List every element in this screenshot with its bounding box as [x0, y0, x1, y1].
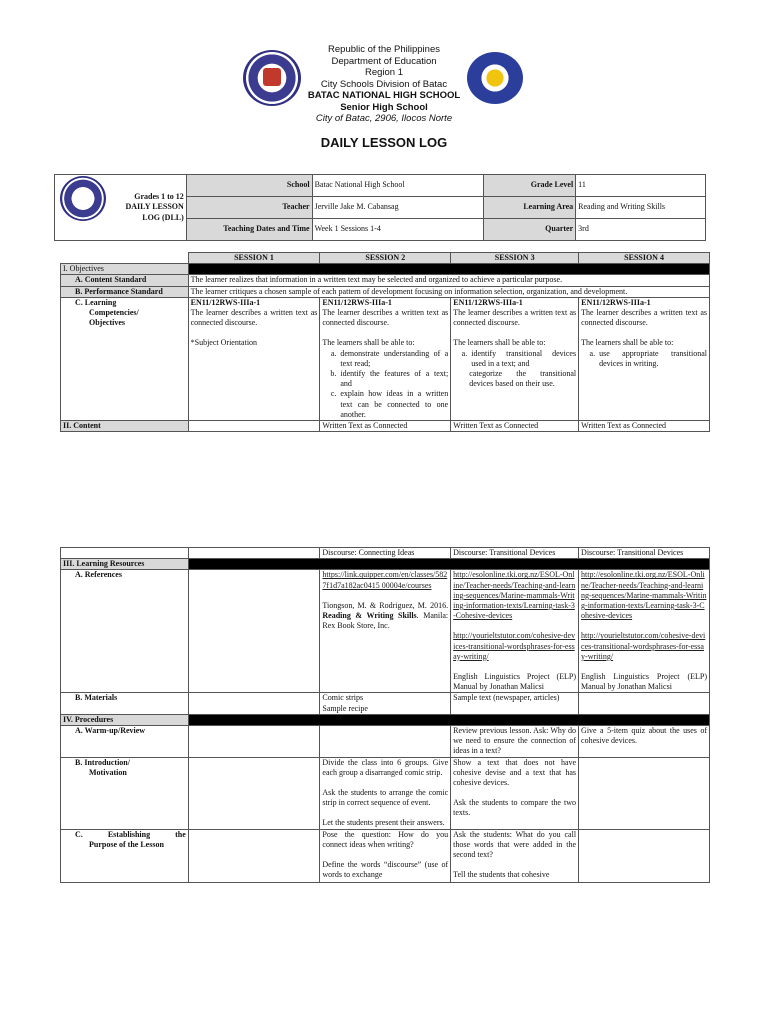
session-1-references	[188, 570, 320, 693]
intro-step-3: Let the students present their answers.	[322, 818, 445, 828]
division-line: City Schools Division of Batac	[320, 78, 448, 90]
session-3-objective-list	[453, 349, 576, 369]
elp-reference: English Linguistics Project (ELP) Manual by Jonathan Malicsi	[453, 672, 577, 692]
session-4-materials	[579, 693, 710, 714]
quarter-label: Quarter	[484, 219, 576, 241]
introduction-label	[61, 757, 189, 829]
able-text: The learners shall be able to:	[453, 338, 546, 348]
resources-heading: III. Learning Resources	[61, 559, 189, 570]
competency-text: The learner describes a written text as connected discourse.	[190, 308, 318, 328]
school-label: School	[186, 175, 312, 197]
performance-standard-text: The learner critiques a chosen sample of each pattern of development focusing on information selection, organization, and development.	[188, 286, 709, 297]
session-1-content-continued	[188, 548, 320, 559]
school-name: BATAC NATIONAL HIGH SCHOOL	[307, 90, 461, 101]
session-2-content: Written Text as Connected	[320, 421, 451, 432]
teacher-label: Teacher	[186, 197, 312, 219]
teacher-value: Jerville Jake M. Cabansag	[312, 197, 484, 219]
intro-step-2: Ask the students to arrange the comic strip in correct sequence of event.	[322, 788, 449, 808]
competency-text: The learner describes a written text as connected discourse.	[581, 308, 707, 328]
intro-step-2: Ask the students to compare the two texts.	[453, 798, 577, 818]
session-3-objectives	[451, 297, 579, 420]
school-level: Senior High School	[340, 101, 428, 113]
session-2-materials	[320, 693, 451, 714]
book-reference	[322, 601, 448, 632]
session-3-materials: Sample text (newspaper, articles)	[451, 693, 579, 714]
competencies-label-3: Objectives	[89, 318, 125, 328]
session-2-objectives	[320, 297, 451, 420]
content-heading: II. Content	[61, 421, 189, 432]
purpose-label	[61, 829, 189, 882]
department-line: Department of Education	[331, 55, 437, 67]
list-item: a. demonstrate understanding of a text read;	[338, 349, 448, 369]
content-standard-label: A. Content Standard	[61, 275, 189, 286]
section-bar	[188, 264, 709, 275]
region-line: Region 1	[364, 67, 404, 78]
purpose-step-2: Tell the students that cohesive	[453, 870, 550, 880]
session-1-content	[188, 421, 320, 432]
session-4-purpose	[579, 829, 710, 882]
esol-link[interactable]: http://esolonline.tki.org.nz/ESOL-Online/Teacher-needs/Teaching-and-learning-sequences/Marine-mammals-Writing-information-texts/Learning-task-3-Cohesive-devices	[453, 570, 576, 621]
dll-cell	[55, 175, 187, 241]
session-1-introduction	[188, 757, 320, 829]
competency-text: The learner describes a written text as connected discourse.	[453, 308, 577, 328]
session-3-introduction	[451, 757, 579, 829]
session-3-content: Written Text as Connected	[451, 421, 579, 432]
school-address: City of Batac, 2906, Ilocos Norte	[315, 113, 453, 124]
session-3-purpose	[451, 829, 579, 882]
session-2-warmup	[320, 726, 451, 758]
purpose-step-2: Define the words “discourse” (use of words to exchange	[322, 860, 449, 880]
competencies-label	[61, 297, 189, 420]
section-bar	[188, 559, 709, 570]
session-2-header: SESSION 2	[320, 253, 451, 264]
book-publisher: . Manila: Rex Book Store, Inc.	[322, 611, 449, 631]
session-1-warmup	[188, 726, 320, 758]
republic-line: Republic of the Philippines	[328, 44, 440, 55]
introduction-label-2: Motivation	[89, 767, 127, 777]
session-3-references	[451, 570, 579, 693]
session-4-introduction	[579, 757, 710, 829]
dates-value: Week 1 Sessions 1-4	[312, 219, 484, 241]
quarter-value: 3rd	[576, 219, 706, 241]
dates-label: Teaching Dates and Time	[186, 219, 312, 241]
session-4-references	[579, 570, 710, 693]
session-1-purpose	[188, 829, 320, 882]
dll-line-3: LOG (DLL)	[142, 212, 184, 222]
resources-procedures-table	[60, 547, 710, 883]
dll-line-2: DAILY LESSON	[125, 202, 184, 212]
list-item: a. use appropriate transitional devices in writing.	[597, 349, 707, 369]
list-item-continued: categorize the transitional devices based on their use.	[469, 369, 577, 389]
ielts-link[interactable]: http://yourieltstutor.com/cohesive-devices-transitional-wordsphrases-for-essay-writing/	[453, 631, 576, 661]
session-3-warmup: Review previous lesson. Ask: Why do we need to ensure the connection of ideas in a text?	[451, 726, 579, 758]
grade-level-value: 11	[576, 175, 706, 197]
list-item: b. identify the features of a text; and	[338, 369, 448, 389]
info-table	[54, 174, 706, 241]
corner-cell	[61, 253, 189, 264]
able-text: The learners shall be able to:	[322, 338, 415, 348]
competencies-label-1: C. Learning	[75, 297, 117, 307]
session-2-introduction	[320, 757, 451, 829]
session-3-content-continued: Discourse: Transitional Devices	[451, 548, 579, 559]
session-1-header: SESSION 1	[188, 253, 320, 264]
able-text: The learners shall be able to:	[581, 338, 674, 348]
elp-reference: English Linguistics Project (ELP) Manual by Jonathan Malicsi	[581, 672, 707, 692]
purpose-step-1: Ask the students: What do you call those words that were added in the second text?	[453, 829, 577, 860]
session-4-objective-list	[581, 349, 707, 369]
session-4-content: Written Text as Connected	[579, 421, 710, 432]
content-continued-label	[61, 548, 189, 559]
purpose-label-2: Purpose of the Lesson	[89, 839, 164, 849]
session-4-header: SESSION 4	[579, 253, 710, 264]
objectives-heading: I. Objectives	[61, 264, 189, 275]
materials-line-1: Comic strips	[322, 693, 364, 703]
session-1-materials	[188, 693, 320, 714]
school-value: Batac National High School	[312, 175, 484, 197]
references-label: A. References	[61, 570, 189, 693]
competency-code: EN11/12RWS-IIIa-1	[190, 297, 261, 307]
ielts-link[interactable]: http://yourieltstutor.com/cohesive-devices-transitional-wordsphrases-for-essay-writing/	[581, 631, 706, 661]
materials-line-2: Sample recipe	[322, 703, 368, 713]
purpose-label-1: C. Establishing the	[75, 829, 186, 839]
competencies-label-2: Competencies/	[89, 308, 139, 318]
quipper-link[interactable]: https://link.quipper.com/en/classes/5827f1d7a182ac0415 00004e/courses	[322, 570, 448, 590]
session-2-references	[320, 570, 451, 693]
procedures-heading: IV. Procedures	[61, 714, 189, 725]
session-2-content-continued: Discourse: Connecting Ideas	[320, 548, 451, 559]
content-standard-text: The learner realizes that information in a written text may be selected and organized to achieve a particular purpose.	[188, 275, 709, 286]
section-bar	[188, 714, 709, 725]
grade-level-label: Grade Level	[484, 175, 576, 197]
session-2-objective-list	[322, 349, 448, 420]
session-3-header: SESSION 3	[451, 253, 579, 264]
session-4-objectives	[579, 297, 710, 420]
book-title: Reading & Writing Skills	[322, 611, 417, 621]
esol-link[interactable]: http://esolonline.tki.org.nz/ESOL-Online/Teacher-needs/Teaching-and-learning-sequences/Marine-mammals-Writing-information-texts/Learning-task-3-Cohesive-devices	[581, 570, 707, 621]
intro-step-1: Show a text that does not have cohesive devise and a text that has cohesive devices.	[453, 757, 577, 788]
competency-code: EN11/12RWS-IIIa-1	[322, 297, 392, 307]
letterhead	[0, 44, 768, 125]
session-4-warmup: Give a 5-item quiz about the uses of cohesive devices.	[579, 726, 710, 758]
subject-orientation: *Subject Orientation	[190, 338, 258, 348]
learning-area-value: Reading and Writing Skills	[576, 197, 706, 219]
book-authors: Tiongson, M. & Rodriguez, M. 2016.	[322, 600, 449, 610]
intro-step-1: Divide the class into 6 groups. Give each group a disarranged comic strip.	[322, 757, 449, 777]
list-item: a. identify transitional devices used in a text; and	[469, 349, 576, 369]
performance-standard-label: B. Performance Standard	[61, 286, 189, 297]
objectives-table	[60, 252, 710, 432]
learning-area-label: Learning Area	[484, 197, 576, 219]
competency-text: The learner describes a written text as connected discourse.	[322, 308, 449, 328]
session-1-objectives	[188, 297, 320, 420]
page-title: DAILY LESSON LOG	[320, 135, 448, 150]
competency-code: EN11/12RWS-IIIa-1	[581, 297, 651, 307]
list-item: c. explain how ideas in a written text can be connected to one another.	[338, 389, 448, 420]
competency-code: EN11/12RWS-IIIa-1	[453, 297, 523, 307]
introduction-label-1: B. Introduction/	[75, 757, 130, 767]
session-4-content-continued: Discourse: Transitional Devices	[579, 548, 710, 559]
warmup-label: A. Warm-up/Review	[61, 726, 189, 758]
materials-label: B. Materials	[61, 693, 189, 714]
dll-line-1: Grades 1 to 12	[134, 191, 184, 201]
purpose-step-1: Pose the question: How do you connect ideas when writing?	[322, 829, 449, 849]
session-2-purpose	[320, 829, 451, 882]
